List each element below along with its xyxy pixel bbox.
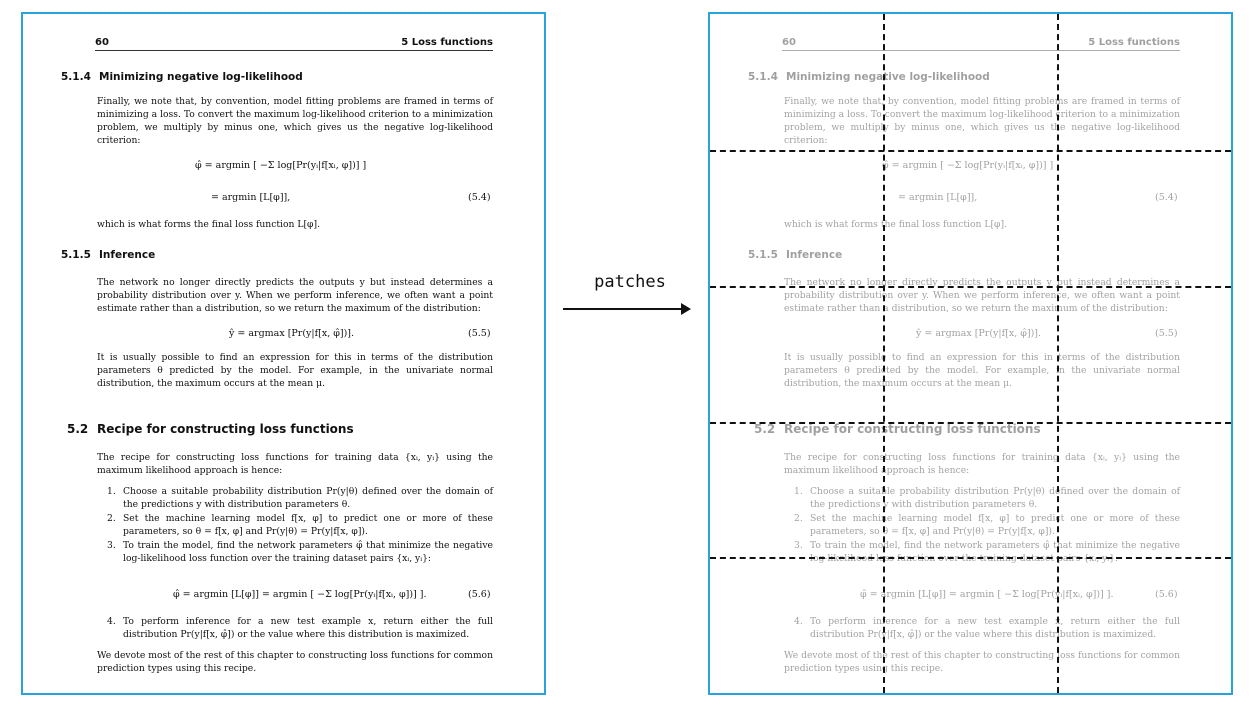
patch-grid-horizontal <box>710 557 1231 559</box>
paragraph: The recipe for constructing loss functions for training data {xᵢ, yᵢ} using the maximum likelihood approach is hence: <box>97 452 493 476</box>
list-item: 4. To perform inference for a new test example x, return either the full distribution Pr(y|f[x, φ̂]) or the value where this distribution is maximized. <box>107 616 493 640</box>
equation-number: (5.4) <box>468 192 491 203</box>
list-item: 4. To perform inference for a new test example x, return either the full distribution Pr(y|f[x, φ̂]) or the value where this distribution is maximized. <box>794 616 1180 640</box>
list-item: 1. Choose a suitable probability distribution Pr(y|θ) defined over the domain of the predictions y with distribution parameters θ. <box>107 486 493 510</box>
page-number: 60 <box>95 37 109 48</box>
section-number: 5.2 <box>67 422 89 436</box>
paragraph: which is what forms the final loss function L[φ]. <box>97 219 320 230</box>
paragraph: Finally, we note that, by convention, model fitting problems are framed in terms of minimizing a loss. To convert the maximum log-likelihood criterion to a minimization problem, we multiply by minus one, which gives us the negative log-likelihood criterion: <box>784 96 1180 146</box>
chapter-title: 5 Loss functions <box>1088 37 1180 48</box>
recipe-list <box>107 485 493 566</box>
equation-5-4-line2: = argmin [L[φ]], <box>211 192 291 203</box>
chapter-title: 5 Loss functions <box>401 37 493 48</box>
paragraph: Finally, we note that, by convention, model fitting problems are framed in terms of minimizing a loss. To convert the maximum log-likelihood criterion to a minimization problem, we multiply by minus one, which gives us the negative log-likelihood criterion: <box>97 96 493 146</box>
section-heading-515 <box>61 249 155 261</box>
equation-5-5: ŷ = argmax [Pr(y|f[x, φ̂])]. <box>229 328 355 339</box>
paragraph: It is usually possible to find an expression for this in terms of the distribution parameters θ predicted by the model. For example, in the univariate normal distribution, the maximum occurs at the mean μ. <box>784 352 1180 389</box>
list-item: 1. Choose a suitable probability distribution Pr(y|θ) defined over the domain of the predictions y with distribution parameters θ. <box>794 486 1180 510</box>
section-title: Minimizing negative log-likelihood <box>99 71 303 83</box>
section-heading-52 <box>754 422 1041 436</box>
arrow-shaft <box>563 308 683 310</box>
document-content <box>23 14 544 693</box>
header-rule <box>95 50 493 51</box>
equation-5-6: φ̂ = argmin [L[φ]] = argmin [ −Σ log[Pr(yᵢ|f[xᵢ, φ])] ]. <box>860 589 1114 600</box>
paragraph: It is usually possible to find an expression for this in terms of the distribution parameters θ predicted by the model. For example, in the univariate normal distribution, the maximum occurs at the mean μ. <box>97 352 493 389</box>
section-title: Recipe for constructing loss functions <box>97 422 354 436</box>
patched-page <box>708 12 1233 695</box>
patch-grid-vertical <box>1057 14 1059 693</box>
arrow-label: patches <box>594 272 666 292</box>
list-item: 3. To train the model, find the network parameters φ̂ that minimize the negative log-likelihood loss function over the training dataset pairs {xᵢ, yᵢ}: <box>107 540 493 564</box>
section-number: 5.2 <box>754 422 776 436</box>
paragraph: which is what forms the final loss function L[φ]. <box>784 219 1007 230</box>
equation-number: (5.6) <box>1155 589 1178 600</box>
recipe-list-continued <box>107 615 493 642</box>
section-heading-52 <box>67 422 354 436</box>
original-page <box>21 12 546 695</box>
equation-number: (5.4) <box>1155 192 1178 203</box>
equation-number: (5.6) <box>468 589 491 600</box>
section-number: 5.1.4 <box>61 71 91 83</box>
section-number: 5.1.4 <box>748 71 778 83</box>
document-content-faded <box>710 14 1231 693</box>
equation-5-4-line1: φ̂ = argmin [ −Σ log[Pr(yᵢ|f[xᵢ, φ])] ] <box>882 160 1054 171</box>
paragraph: We devote most of the rest of this chapter to constructing loss functions for common prediction types using this recipe. <box>97 650 493 674</box>
section-title: Minimizing negative log-likelihood <box>786 71 990 83</box>
paragraph: We devote most of the rest of this chapter to constructing loss functions for common prediction types using this recipe. <box>784 650 1180 674</box>
list-item: 2. Set the machine learning model f[x, φ] to predict one or more of these parameters, so θ = f[x, φ] and Pr(y|θ) = Pr(y|f[x, φ]). <box>107 513 493 537</box>
equation-5-4-line2: = argmin [L[φ]], <box>898 192 978 203</box>
paragraph: The network no longer directly predicts the outputs y but instead determines a probability distribution over y. When we perform inference, we often want a point estimate rather than a distribution, so we return the maximum of the distribution: <box>97 277 493 314</box>
patch-grid-vertical <box>883 14 885 693</box>
page-number: 60 <box>782 37 796 48</box>
list-item: 2. Set the machine learning model f[x, φ] to predict one or more of these parameters, so θ = f[x, φ] and Pr(y|θ) = Pr(y|f[x, φ]). <box>794 513 1180 537</box>
equation-number: (5.5) <box>1155 328 1178 339</box>
paragraph: The network no longer directly predicts the outputs y but instead determines a probability distribution over y. When we perform inference, we often want a point estimate rather than a distribution, so we return the maximum of the distribution: <box>784 277 1180 314</box>
patch-grid-horizontal <box>710 422 1231 424</box>
equation-number: (5.5) <box>468 328 491 339</box>
equation-5-6: φ̂ = argmin [L[φ]] = argmin [ −Σ log[Pr(yᵢ|f[xᵢ, φ])] ]. <box>173 589 427 600</box>
section-title: Inference <box>99 249 156 261</box>
arrow-head-icon <box>681 303 691 315</box>
list-item: 3. To train the model, find the network parameters φ̂ that minimize the negative log-likelihood loss function over the training dataset pairs {xᵢ, yᵢ}: <box>794 540 1180 564</box>
paragraph: The recipe for constructing loss functions for training data {xᵢ, yᵢ} using the maximum likelihood approach is hence: <box>784 452 1180 476</box>
recipe-list <box>794 485 1180 566</box>
section-number: 5.1.5 <box>61 249 91 261</box>
section-heading-514 <box>61 71 303 83</box>
section-number: 5.1.5 <box>748 249 778 261</box>
section-heading-514 <box>748 71 990 83</box>
patch-grid-horizontal <box>710 286 1231 288</box>
patch-grid-horizontal <box>710 150 1231 152</box>
section-heading-515 <box>748 249 842 261</box>
equation-5-4-line1: φ̂ = argmin [ −Σ log[Pr(yᵢ|f[xᵢ, φ])] ] <box>195 160 367 171</box>
recipe-list-continued <box>794 615 1180 642</box>
section-title: Recipe for constructing loss functions <box>784 422 1041 436</box>
equation-5-5: ŷ = argmax [Pr(y|f[x, φ̂])]. <box>916 328 1042 339</box>
header-rule <box>782 50 1180 51</box>
section-title: Inference <box>786 249 843 261</box>
